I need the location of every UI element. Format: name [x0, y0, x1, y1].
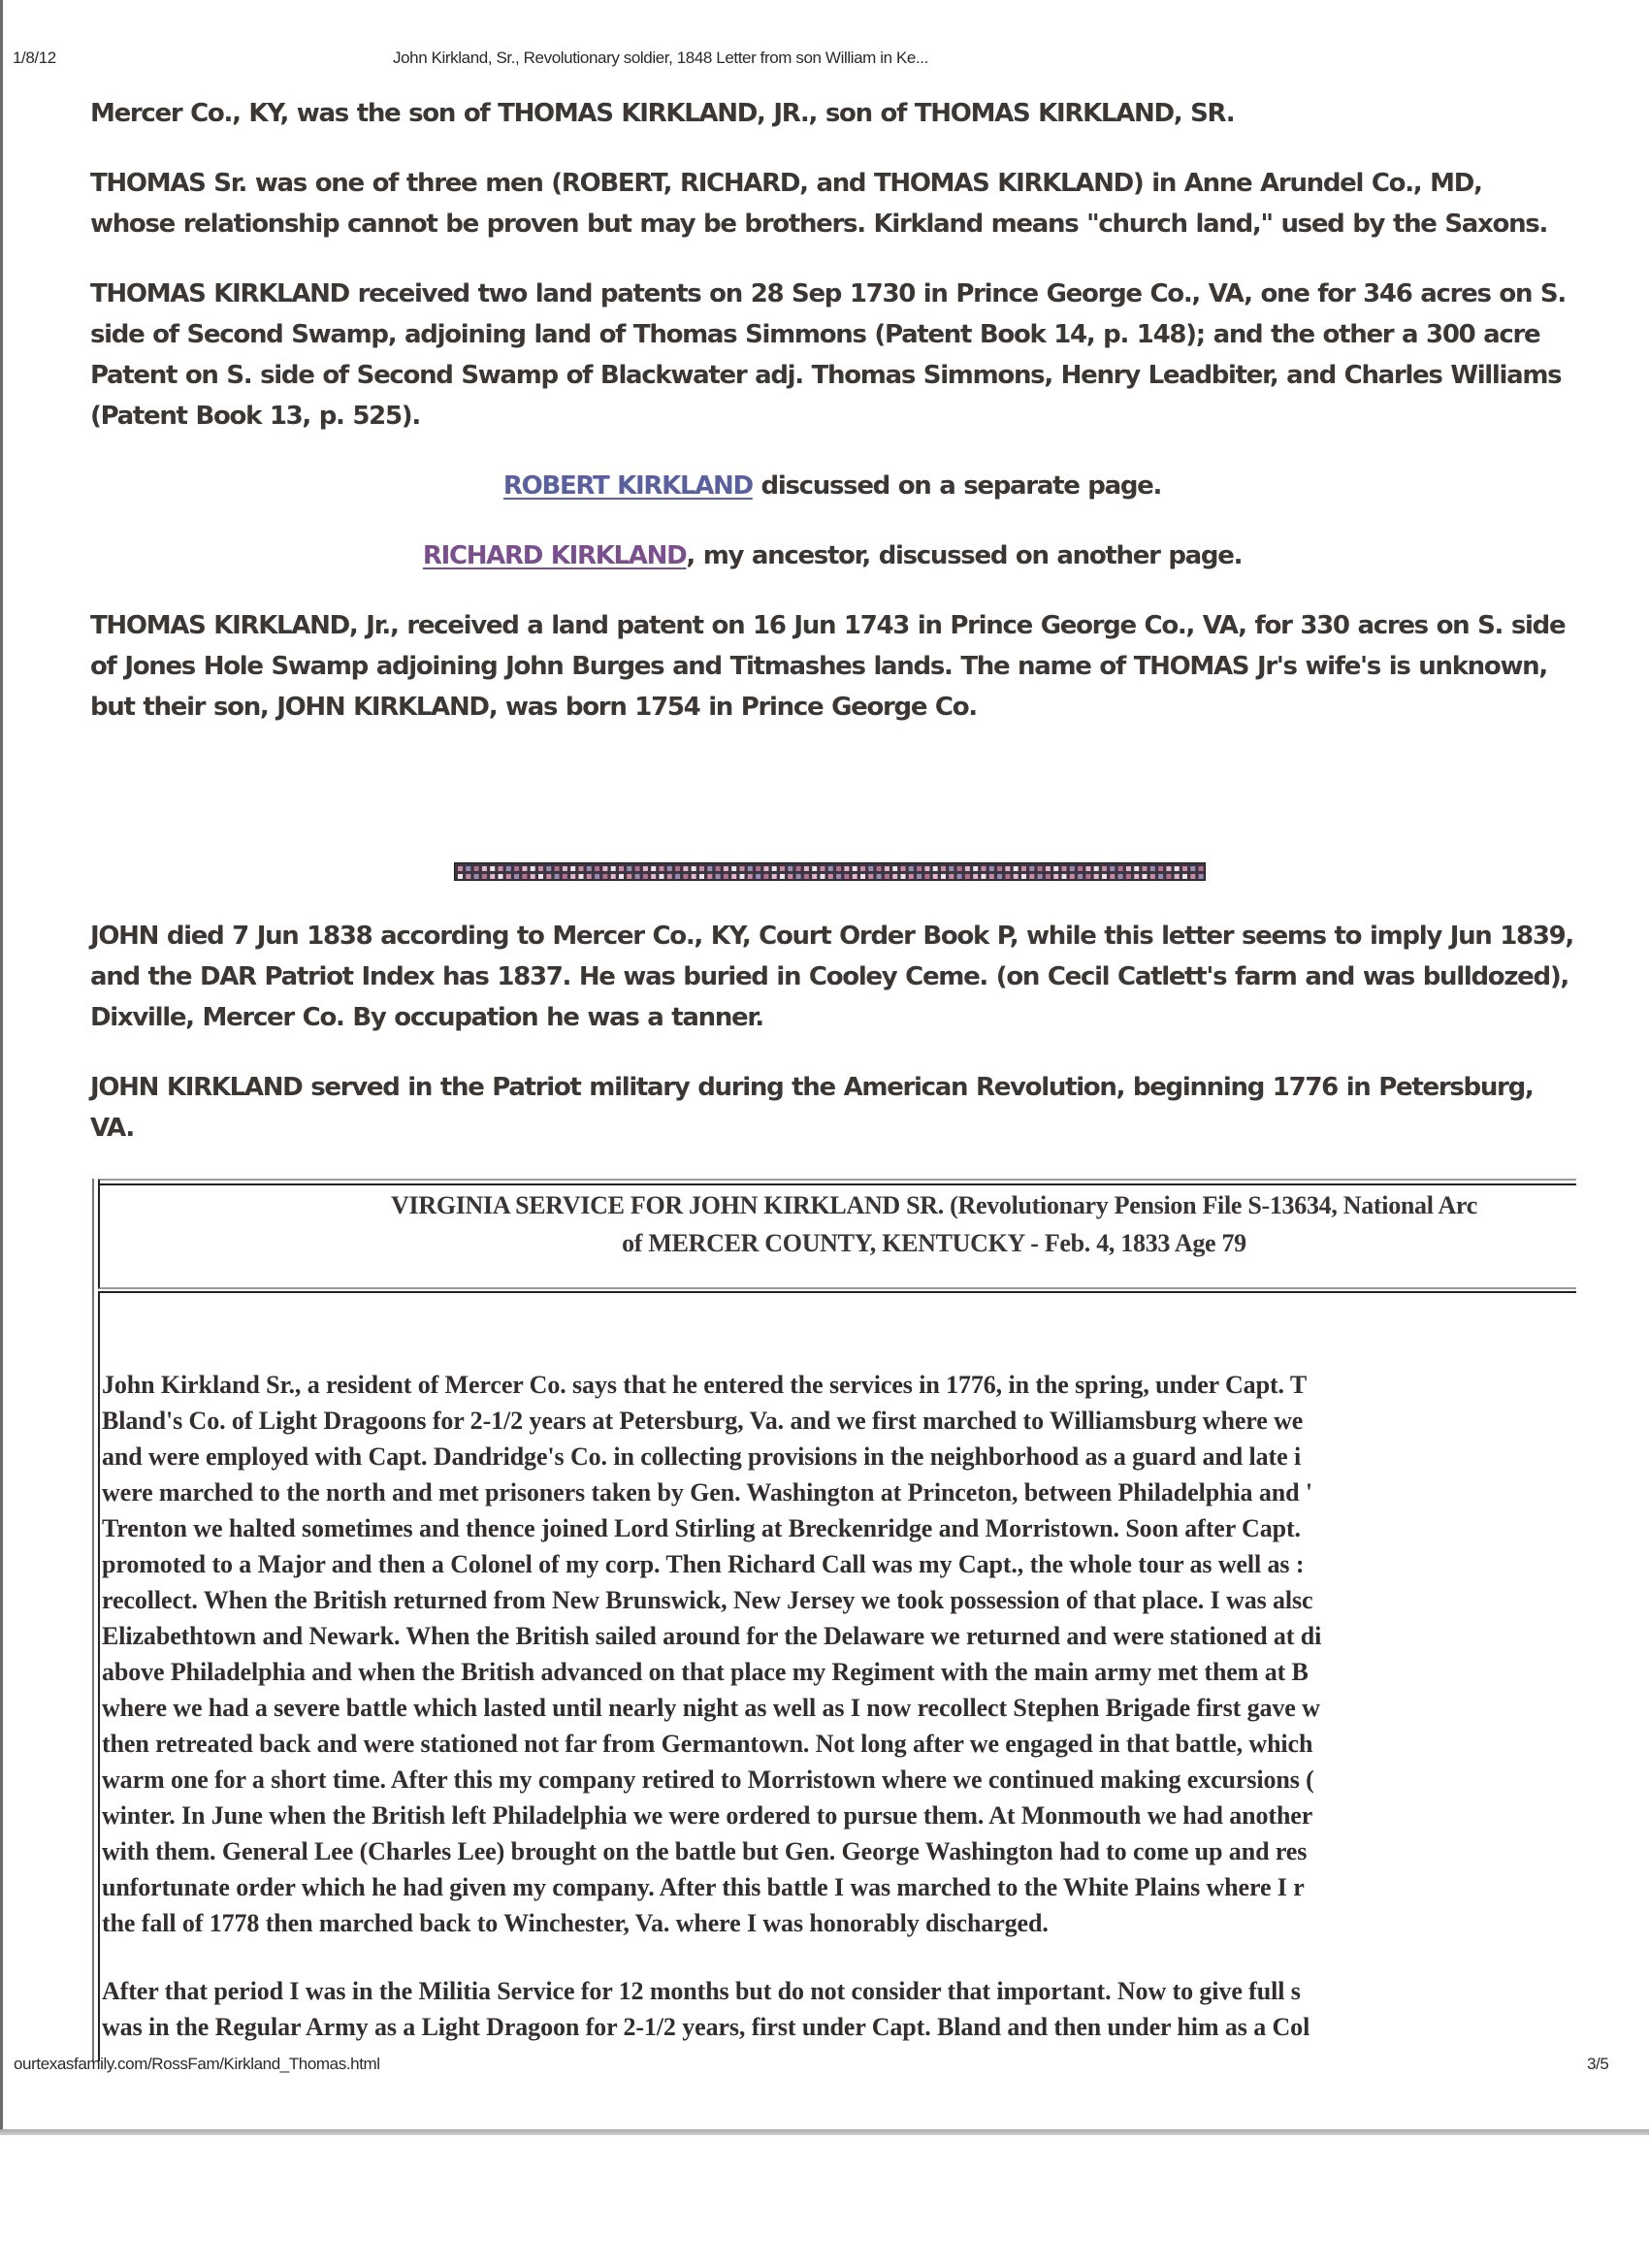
- divider-cell: [595, 866, 599, 871]
- divider-cell: [499, 874, 503, 879]
- divider-cell: [821, 866, 825, 871]
- print-footer: [0, 2055, 1649, 2078]
- divider-cell: [619, 874, 624, 879]
- divider-cell: [667, 866, 672, 871]
- divider-cell: [1062, 866, 1067, 871]
- divider-cell: [836, 874, 841, 879]
- divider-cell: [506, 866, 511, 871]
- divider-cell: [1085, 874, 1090, 879]
- scan-edge: [0, 0, 3, 2134]
- divider-cell: [1158, 866, 1163, 871]
- divider-cell: [731, 874, 736, 879]
- divider-cell: [692, 874, 696, 879]
- divider-cell: [482, 866, 487, 871]
- divider-cell: [989, 866, 994, 871]
- divider-cell: [1134, 866, 1139, 871]
- divider-cell: [1053, 874, 1058, 879]
- paragraph-three-men: THOMAS Sr. was one of three men (ROBERT, RICHARD, and THOMAS KIRKLAND) in Anne Arundel Co., MD, whose relationship cannot be proven but may be brothers. Kirkland means "church land," used by the Saxons.: [90, 169, 1548, 239]
- page-margin-right: [1576, 1179, 1649, 2061]
- divider-cell: [707, 866, 712, 871]
- divider-cell: [570, 874, 575, 879]
- decorative-divider: [454, 862, 1206, 881]
- divider-cell: [587, 874, 592, 879]
- divider-cell: [868, 866, 873, 871]
- divider-cell: [1021, 874, 1026, 879]
- print-page-title: John Kirkland, Sr., Revolutionary soldier, 1848 Letter from son William in Ke...: [393, 49, 928, 67]
- divider-cell: [1078, 866, 1083, 871]
- divider-cell: [1143, 874, 1148, 879]
- divider-cell: [836, 866, 841, 871]
- divider-cell: [1085, 866, 1090, 871]
- divider-cell: [1046, 874, 1051, 879]
- divider-cell: [1175, 874, 1180, 879]
- divider-cell: [619, 866, 624, 871]
- divider-cell: [812, 874, 817, 879]
- divider-cell: [860, 866, 865, 871]
- divider-cell: [1005, 874, 1010, 879]
- divider-cell: [675, 874, 680, 879]
- divider-cell: [474, 874, 479, 879]
- divider-cell: [1150, 874, 1155, 879]
- divider-cell: [546, 866, 551, 871]
- divider-cell: [643, 874, 648, 879]
- divider-cell: [563, 874, 567, 879]
- divider-cell: [772, 866, 777, 871]
- testimony-line: Bland's Co. of Light Dragoons for 2-1/2 years at Petersburg, Va. and we first marched to Williamsburg where we: [102, 1407, 1304, 1435]
- divider-cell: [763, 866, 768, 871]
- divider-cell: [458, 874, 463, 879]
- divider-cell: [731, 866, 736, 871]
- divider-cell: [982, 866, 986, 871]
- divider-cell: [941, 874, 946, 879]
- divider-cell: [997, 874, 1002, 879]
- print-header: [0, 49, 1649, 72]
- divider-cell: [1199, 874, 1204, 879]
- robert-kirkland-text: discussed on a separate page.: [752, 471, 1162, 501]
- divider-cell: [1062, 874, 1067, 879]
- divider-cell: [740, 866, 745, 871]
- paragraph-lineage: Mercer Co., KY, was the son of THOMAS KIRKLAND, JR., son of THOMAS KIRKLAND, SR.: [90, 99, 1235, 128]
- divider-cell: [933, 874, 938, 879]
- divider-cell: [555, 866, 560, 871]
- divider-cell: [490, 874, 495, 879]
- divider-cell: [458, 866, 463, 871]
- testimony-line: promoted to a Major and then a Colonel of my corp. Then Richard Call was my Capt., the whole tour as well as :: [102, 1550, 1305, 1578]
- divider-cell: [756, 874, 760, 879]
- divider-cell: [885, 874, 889, 879]
- divider-cell: [1158, 874, 1163, 879]
- divider-cell: [804, 866, 809, 871]
- testimony-line: was in the Regular Army as a Light Dragoon for 2-1/2 years, first under Capt. Bland and then under him as a Col: [102, 2013, 1310, 2041]
- testimony-line: where we had a severe battle which lasted until nearly night as well as I now recollect Stephen Brigade first gave w: [102, 1694, 1320, 1722]
- print-url: ourtexasfamily.com/RossFam/Kirkland_Thomas.html: [14, 2055, 380, 2073]
- divider-cell: [514, 866, 519, 871]
- divider-cell: [531, 874, 535, 879]
- testimony-line: After that period I was in the Militia Service for 12 months but do not consider that important. Now to give full s: [102, 1977, 1301, 2005]
- divider-cell: [1143, 866, 1148, 871]
- divider-cell: [885, 866, 889, 871]
- divider-cell: [1014, 866, 1018, 871]
- divider-cell: [1126, 866, 1131, 871]
- divider-cell: [1166, 866, 1171, 871]
- testimony-line: unfortunate order which he had given my company. After this battle I was marched to the White Plains where I r: [102, 1873, 1305, 1901]
- divider-cell: [1078, 874, 1083, 879]
- richard-kirkland-text: , my ancestor, discussed on another page.: [686, 541, 1243, 570]
- divider-cell: [877, 866, 882, 871]
- divider-cell: [965, 866, 970, 871]
- divider-cell: [821, 874, 825, 879]
- testimony-line: then retreated back and were stationed not far from Germantown. Not long after we engaged in that battle, which: [102, 1730, 1313, 1758]
- divider-cell: [1134, 874, 1139, 879]
- divider-cell: [1175, 866, 1180, 871]
- divider-cell: [1021, 866, 1026, 871]
- divider-cell: [1094, 874, 1099, 879]
- divider-cell: [1166, 874, 1171, 879]
- divider-cell: [667, 874, 672, 879]
- divider-cell: [772, 874, 777, 879]
- divider-cell: [627, 874, 631, 879]
- divider-cell: [1102, 874, 1107, 879]
- divider-cell: [748, 874, 753, 879]
- divider-cell: [579, 866, 584, 871]
- divider-cell: [853, 874, 857, 879]
- paragraph-john-service: JOHN KIRKLAND served in the Patriot military during the American Revolution, beginning 1776 in Petersburg, VA.: [90, 1073, 1534, 1143]
- divider-cell: [1182, 866, 1187, 871]
- divider-cell: [1102, 866, 1107, 871]
- divider-cell: [635, 866, 640, 871]
- divider-cell: [611, 866, 616, 871]
- divider-cell: [763, 874, 768, 879]
- divider-cell: [546, 874, 551, 879]
- divider-cell: [724, 874, 728, 879]
- richard-kirkland-line: [90, 535, 1574, 576]
- divider-cell: [683, 866, 688, 871]
- paragraph-gap: [102, 1941, 1578, 1973]
- pension-testimony: [102, 1367, 1578, 2045]
- divider-cell: [555, 874, 560, 879]
- divider-cell: [716, 874, 721, 879]
- pension-file-table: [92, 1179, 1578, 2061]
- divider-cell: [924, 866, 929, 871]
- divider-cell: [1070, 874, 1075, 879]
- testimony-line: with them. General Lee (Charles Lee) brought on the battle but Gen. George Washington had to come up and res: [102, 1837, 1308, 1865]
- paragraph-land-patents: THOMAS KIRKLAND received two land patents on 28 Sep 1730 in Prince George Co., VA, one for 346 acres on S. side of Second Swamp, adjoining land of Thomas Simmons (Patent Book 14, p. 148); and the other a 300 acre Patent on S. side of Second Swamp of Blackwater adj. Thomas Simmons, Henry Leadbiter, and Charles Williams (Patent Book 13, p. 525).: [90, 279, 1566, 431]
- divider-cell: [716, 866, 721, 871]
- testimony-line: above Philadelphia and when the British advanced on that place my Regiment with the main army met them at B: [102, 1658, 1309, 1686]
- testimony-line: recollect. When the British returned from New Brunswick, New Jersey we took possession of that place. I was alsc: [102, 1586, 1313, 1614]
- divider-cell: [901, 866, 906, 871]
- divider-cell: [482, 874, 487, 879]
- divider-cell: [909, 866, 914, 871]
- article-john: [90, 916, 1574, 1178]
- pension-table-header: [98, 1179, 1578, 1289]
- testimony-line: the fall of 1778 then marched back to Winchester, Va. where I was honorably discharged.: [102, 1909, 1049, 1937]
- divider-cell: [788, 874, 792, 879]
- divider-cell: [796, 874, 801, 879]
- divider-cell: [466, 866, 470, 871]
- divider-cell: [804, 874, 809, 879]
- divider-cell: [611, 874, 616, 879]
- divider-cell: [933, 866, 938, 871]
- divider-cell: [660, 874, 664, 879]
- divider-cell: [949, 866, 954, 871]
- divider-cell: [651, 874, 656, 879]
- divider-cell: [1094, 866, 1099, 871]
- divider-cell: [909, 874, 914, 879]
- divider-cell: [522, 874, 527, 879]
- divider-cell: [796, 866, 801, 871]
- divider-pattern: [455, 863, 1206, 881]
- divider-cell: [780, 874, 785, 879]
- divider-cell: [1190, 874, 1195, 879]
- divider-cell: [1118, 874, 1123, 879]
- divider-cell: [844, 866, 849, 871]
- paragraph-john-death: JOHN died 7 Jun 1838 according to Mercer Co., KY, Court Order Book P, while this letter seems to imply Jun 1839, and the DAR Patriot Index has 1837. He was buried in Cooley Ceme. (on Cecil Catlett's farm and was bulldozed), Dixville, Mercer Co. By occupation he was a tanner.: [90, 922, 1574, 1032]
- divider-cell: [1199, 866, 1204, 871]
- divider-cell: [788, 866, 792, 871]
- divider-cell: [812, 866, 817, 871]
- divider-cell: [892, 874, 897, 879]
- pension-title: [100, 1186, 1578, 1262]
- divider-cell: [1046, 866, 1051, 871]
- divider-cell: [828, 874, 833, 879]
- divider-cell: [1070, 866, 1075, 871]
- divider-cell: [1053, 866, 1058, 871]
- divider-cell: [917, 874, 922, 879]
- divider-cell: [1029, 866, 1034, 871]
- divider-cell: [1029, 874, 1034, 879]
- divider-cell: [506, 874, 511, 879]
- divider-cell: [579, 874, 584, 879]
- divider-cell: [602, 874, 607, 879]
- divider-cell: [1038, 866, 1043, 871]
- divider-cell: [1118, 866, 1123, 871]
- divider-cell: [989, 874, 994, 879]
- divider-cell: [627, 866, 631, 871]
- testimony-line: winter. In June when the British left Philadelphia we were ordered to pursue them. At Monmouth we had another: [102, 1801, 1313, 1830]
- divider-cell: [982, 874, 986, 879]
- print-date: 1/8/12: [13, 49, 56, 67]
- divider-cell: [844, 874, 849, 879]
- divider-cell: [756, 866, 760, 871]
- divider-cell: [748, 866, 753, 871]
- article-intro: [90, 93, 1574, 757]
- divider-cell: [522, 866, 527, 871]
- divider-cell: [941, 866, 946, 871]
- divider-cell: [692, 866, 696, 871]
- testimony-line: Elizabethtown and Newark. When the British sailed around for the Delaware we returned and were stationed at di: [102, 1622, 1322, 1650]
- divider-cell: [957, 866, 962, 871]
- pension-title-line-1: VIRGINIA SERVICE FOR JOHN KIRKLAND SR. (Revolutionary Pension File S-13634, National Arc: [391, 1191, 1477, 1219]
- divider-cell: [973, 874, 978, 879]
- divider-cell: [973, 866, 978, 871]
- print-page-number: 3/5: [1587, 2055, 1609, 2073]
- divider-cell: [901, 874, 906, 879]
- divider-cell: [965, 874, 970, 879]
- paragraph-thomas-jr: THOMAS KIRKLAND, Jr., received a land patent on 16 Jun 1743 in Prince George Co., VA, for 330 acres on S. side of Jones Hole Swamp adjoining John Burges and Titmashes lands. The name of THOMAS Jr's wife's is unknown, but their son, JOHN KIRKLAND, was born 1754 in Prince George Co.: [90, 611, 1566, 722]
- divider-cell: [602, 866, 607, 871]
- divider-cell: [538, 874, 543, 879]
- divider-cell: [877, 874, 882, 879]
- testimony-line: warm one for a short time. After this my company retired to Morristown where we continued making excursions (: [102, 1766, 1314, 1794]
- divider-cell: [1126, 874, 1131, 879]
- divider-cell: [1005, 866, 1010, 871]
- divider-cell: [949, 874, 954, 879]
- divider-cell: [740, 874, 745, 879]
- divider-cell: [868, 874, 873, 879]
- divider-cell: [683, 874, 688, 879]
- divider-cell: [587, 866, 592, 871]
- divider-cell: [1182, 874, 1187, 879]
- divider-cell: [853, 866, 857, 871]
- pension-title-line-2: of MERCER COUNTY, KENTUCKY - Feb. 4, 1833 Age 79: [622, 1229, 1246, 1257]
- testimony-line: Trenton we halted sometimes and thence joined Lord Stirling at Breckenridge and Morristown. Soon after Capt.: [102, 1514, 1301, 1542]
- divider-cell: [474, 866, 479, 871]
- richard-kirkland-link[interactable]: RICHARD KIRKLAND: [422, 541, 687, 570]
- divider-cell: [490, 866, 495, 871]
- divider-cell: [643, 866, 648, 871]
- divider-cell: [466, 874, 470, 879]
- divider-cell: [780, 866, 785, 871]
- robert-kirkland-line: [90, 466, 1574, 506]
- divider-cell: [660, 866, 664, 871]
- divider-cell: [860, 874, 865, 879]
- divider-cell: [531, 866, 535, 871]
- divider-cell: [997, 866, 1002, 871]
- divider-cell: [570, 866, 575, 871]
- divider-cell: [595, 874, 599, 879]
- divider-cell: [707, 874, 712, 879]
- divider-cell: [1038, 874, 1043, 879]
- divider-cell: [563, 866, 567, 871]
- divider-cell: [957, 874, 962, 879]
- divider-cell: [699, 874, 704, 879]
- divider-cell: [724, 866, 728, 871]
- divider-cell: [1110, 866, 1115, 871]
- testimony-line: were marched to the north and met prisoners taken by Gen. Washington at Princeton, between Philadelphia and ': [102, 1478, 1312, 1507]
- testimony-line: John Kirkland Sr., a resident of Mercer Co. says that he entered the services in 1776, in the spring, under Capt. T: [102, 1371, 1308, 1399]
- divider-cell: [635, 874, 640, 879]
- divider-cell: [917, 866, 922, 871]
- divider-cell: [892, 866, 897, 871]
- divider-cell: [1150, 866, 1155, 871]
- divider-cell: [924, 874, 929, 879]
- divider-cell: [828, 866, 833, 871]
- divider-cell: [675, 866, 680, 871]
- pension-table-body: [98, 1291, 1578, 2061]
- divider-cell: [699, 866, 704, 871]
- scan-edge-bottom: [0, 2129, 1649, 2135]
- divider-cell: [651, 866, 656, 871]
- divider-cell: [1014, 874, 1018, 879]
- divider-cell: [538, 866, 543, 871]
- robert-kirkland-link[interactable]: ROBERT KIRKLAND: [502, 471, 753, 501]
- divider-cell: [1110, 874, 1115, 879]
- divider-cell: [514, 874, 519, 879]
- testimony-line: and were employed with Capt. Dandridge's Co. in collecting provisions in the neighborhood as a guard and late i: [102, 1442, 1302, 1471]
- divider-cell: [1190, 866, 1195, 871]
- divider-cell: [499, 866, 503, 871]
